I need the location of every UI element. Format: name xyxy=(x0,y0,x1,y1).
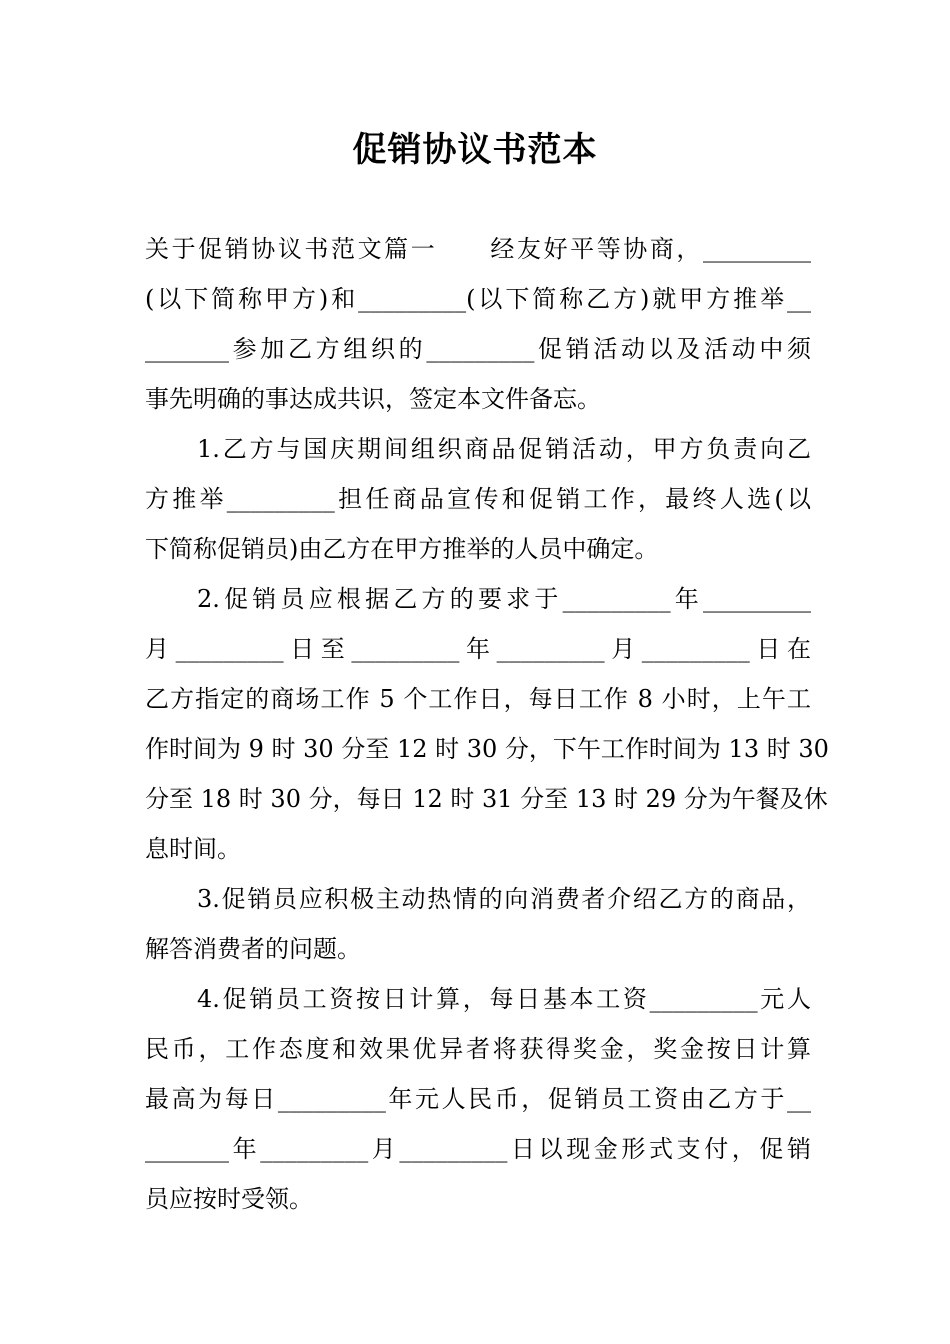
text-line: _______年_________月_________日以现金形式支付，促销 xyxy=(145,1135,811,1163)
text-line: 分至 18 时 30 分，每日 12 时 31 分至 13 时 29 分为午餐及休 xyxy=(145,785,828,813)
text-line: 息时间。 xyxy=(145,835,241,863)
paragraph-clause-2 xyxy=(145,574,829,874)
text-line: 月_________日至_________年_________月_________日在 xyxy=(145,635,811,663)
text-line: 关于促销协议书范文篇一 经友好平等协商，_________ xyxy=(145,235,811,263)
text-line: 解答消费者的问题。 xyxy=(145,935,361,963)
text-line: 民币，工作态度和效果优异者将获得奖金，奖金按日计算 xyxy=(145,1035,811,1063)
paragraph-intro xyxy=(145,224,811,424)
text-line: 3.促销员应积极主动热情的向消费者介绍乙方的商品， xyxy=(197,885,811,913)
document-title: 促销协议书范本 xyxy=(352,130,598,170)
text-line: (以下简称甲方)和_________(以下简称乙方)就甲方推举__ xyxy=(145,285,811,313)
text-line: 乙方指定的商场工作 5 个工作日，每日工作 8 小时，上午工 xyxy=(145,685,811,713)
text-line: 最高为每日_________年元人民币，促销员工资由乙方于__ xyxy=(145,1085,811,1113)
paragraph-clause-4 xyxy=(145,974,811,1224)
text-line: 员应按时受领。 xyxy=(145,1185,313,1213)
text-line: 1.乙方与国庆期间组织商品促销活动，甲方负责向乙 xyxy=(197,435,811,463)
text-line: 4.促销员工资按日计算，每日基本工资_________元人 xyxy=(197,985,811,1013)
text-line: 作时间为 9 时 30 分至 12 时 30 分，下午工作时间为 13 时 30 xyxy=(145,735,829,763)
text-line: 2.促销员应根据乙方的要求于_________年_________ xyxy=(197,585,811,613)
text-line: 事先明确的事达成共识，签定本文件备忘。 xyxy=(145,385,601,413)
text-line: _______参加乙方组织的_________促销活动以及活动中须 xyxy=(145,335,811,363)
text-line: 方推举_________担任商品宣传和促销工作，最终人选(以 xyxy=(145,485,811,513)
text-line: 下简称促销员)由乙方在甲方推举的人员中确定。 xyxy=(145,535,659,563)
document-body xyxy=(145,224,829,1224)
paragraph-clause-1 xyxy=(145,424,811,574)
paragraph-clause-3 xyxy=(145,874,811,974)
